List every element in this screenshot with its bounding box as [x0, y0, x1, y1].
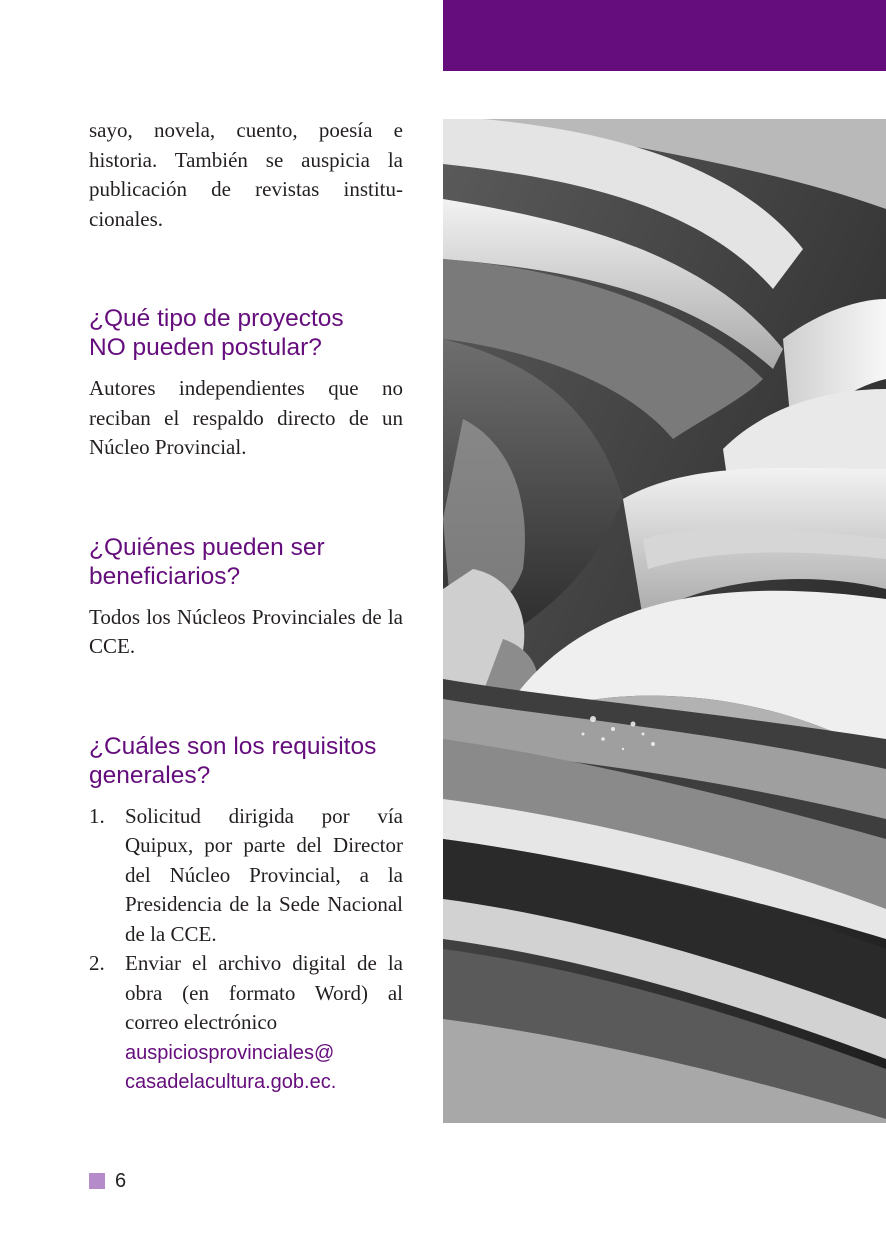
- requirement-item: [89, 802, 403, 950]
- heading-line: beneficiarios?: [89, 562, 241, 590]
- not-eligible-paragraph: Autores independientes que no reciban el respaldo directo de un Núcleo Provincial.: [89, 376, 403, 459]
- heading-line: NO pueden postular?: [89, 334, 322, 361]
- email-link-line[interactable]: auspiciosprovinciales@: [125, 1041, 335, 1064]
- intro-paragraph: sayo, novela, cuento, poesía e historia. También se auspicia la publicación de revistas institucionales.: [89, 118, 403, 231]
- beneficiaries-paragraph: Todos los Núcleos Provinciales de la CCE.: [89, 604, 403, 658]
- heading-line: ¿Cuáles son los requisitos: [89, 732, 377, 760]
- heading-line: generales?: [89, 761, 211, 789]
- page-marker-square: [89, 1173, 105, 1189]
- item-number: 2.: [89, 951, 105, 975]
- heading-line: ¿Quiénes pueden ser: [89, 533, 325, 561]
- page-number: 6: [115, 1169, 127, 1192]
- item-number: 1.: [89, 803, 105, 828]
- heading-requirements: [89, 732, 403, 790]
- requirements-list: [89, 802, 403, 1097]
- requirement-item: [89, 949, 403, 1097]
- text-column: [89, 116, 403, 1097]
- heading-not-eligible: [89, 304, 403, 362]
- heading-line: ¿Qué tipo de proyectos: [89, 305, 344, 332]
- page-footer: [89, 1170, 126, 1192]
- open-books-photo: [443, 119, 886, 1123]
- email-link-line[interactable]: casadelacultura.gob.ec.: [125, 1070, 337, 1093]
- header-color-band: [443, 0, 886, 71]
- item-text: Solicitud dirigida por vía Quipux, por parte del Director del Núcleo Provincial, a la Presidencia de la Sede Nacional de la CCE.: [125, 803, 403, 946]
- heading-beneficiaries: [89, 533, 403, 591]
- item-text: Enviar el archivo digital de la obra (en formato Word) al correo electrónico: [125, 951, 403, 1034]
